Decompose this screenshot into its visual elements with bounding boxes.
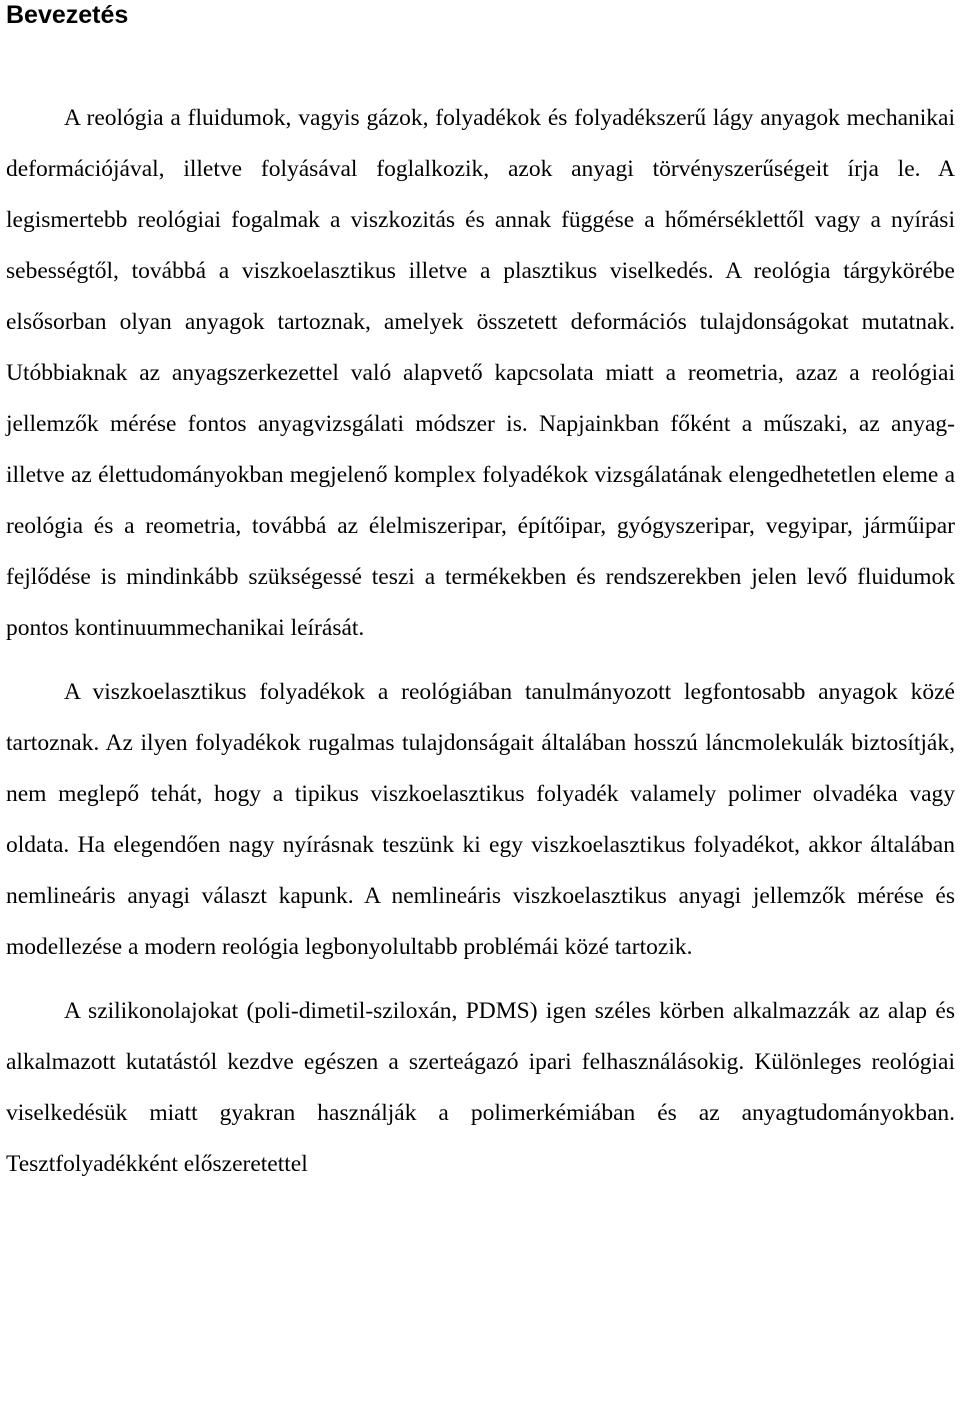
document-page — [6, 0, 955, 1190]
paragraph-silicone-oils: A szilikonolajokat (poli-dimetil-sziloxán, PDMS) igen széles körben alkalmazzák az alap és alkalmazott kutatástól kezdve egészen a szerteágazó ipari felhasználásokig. Különleges reológiai viselkedésük miatt gyakran használják a polimerkémiában és az anyagtudományokban. Tesztfolyadékként előszeretettel — [6, 998, 955, 1177]
paragraph-rheology-intro: A reológia a fluidumok, vagyis gázok, folyadékok és folyadékszerű lágy anyagok mechanikai deformációjával, illetve folyásával foglalkozik, azok anyagi törvényszerűségeit írja le. A legismertebb reológiai fogalmak a viszkozitás és annak függése a hőmérséklettől vagy a nyírási sebességtől, továbbá a viszkoelasztikus illetve a plasztikus viselkedés. A reológia tárgykörébe elsősorban olyan anyagok tartoznak, amelyek összetett deformációs tulajdonságokat mutatnak. Utóbbiaknak az anyagszerkezettel való alapvető kapcsolata miatt a reometria, azaz a reológiai jellemzők mérése fontos anyagvizsgálati módszer is. Napjainkban főként a műszaki, az anyag- illetve az élettudományokban megjelenő komplex folyadékok vizsgálatának elengedhetetlen eleme a reológia és a reometria, továbbá az élelmiszeripar, építőipar, gyógyszeripar, vegyipar, járműipar fejlődése is mindinkább szükségessé teszi a termékekben és rendszerekben jelen levő fluidumok pontos kontinuummechanikai leírását. — [6, 105, 955, 641]
paragraph-viscoelastic-fluids: A viszkoelasztikus folyadékok a reológiában tanulmányozott legfontosabb anyagok közé tartoznak. Az ilyen folyadékok rugalmas tulajdonságait általában hosszú láncmolekulák biztosítják, nem meglepő tehát, hogy a tipikus viszkoelasztikus folyadék valamely polimer olvadéka vagy oldata. Ha elegendően nagy nyírásnak teszünk ki egy viszkoelasztikus folyadékot, akkor általában nemlineáris anyagi választ kapunk. A nemlineáris viszkoelasztikus anyagi jellemzők mérése és modellezése a modern reológia legbonyolultabb problémái közé tartozik. — [6, 679, 955, 960]
section-heading: Bevezetés — [6, 1, 129, 29]
